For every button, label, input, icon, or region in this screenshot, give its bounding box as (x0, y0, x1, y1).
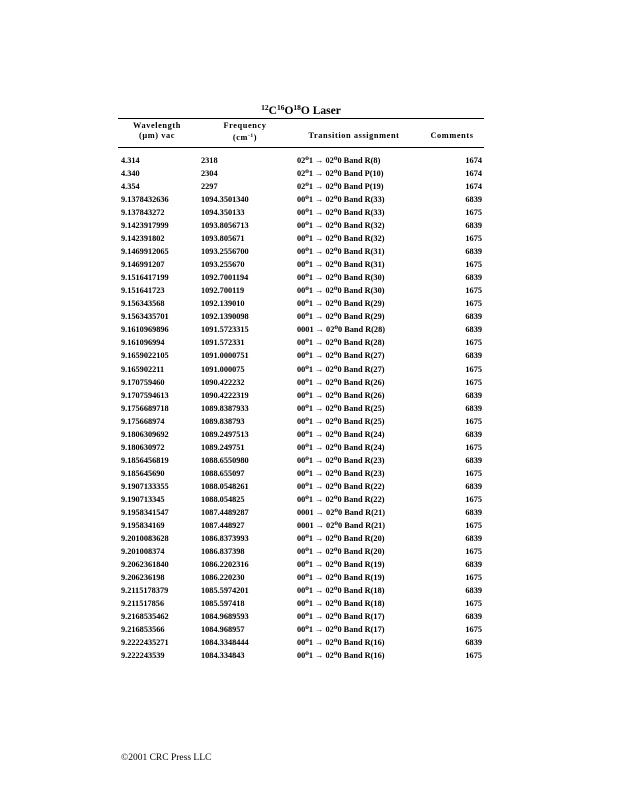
table-row (0, 206, 617, 219)
header-wavelength-line2: (µm) vac (138, 131, 176, 140)
table-row (0, 349, 617, 362)
table-row (0, 597, 617, 610)
cell-frequency: 1090.4222319 (201, 390, 249, 400)
cell-transition: 00⁰1 → 02⁰0 Band R(26) (297, 377, 385, 387)
cell-frequency: 1092.1390098 (201, 312, 249, 322)
cell-frequency: 1093.8056713 (201, 221, 249, 231)
cell-comment: 6839 (465, 247, 482, 257)
header-bottom-rule (118, 147, 484, 148)
cell-wavelength: 9.142391802 (121, 234, 165, 244)
cell-transition: 00⁰1 → 02⁰0 Band R(25) (297, 416, 385, 426)
cell-wavelength: 9.1659022105 (121, 351, 169, 361)
cell-comment: 1674 (465, 156, 482, 165)
cell-transition: 00⁰1 → 02⁰0 Band R(31) (297, 260, 385, 270)
cell-comment: 1675 (465, 625, 482, 635)
cell-comment: 1675 (465, 364, 482, 374)
cell-frequency: 1088.054825 (201, 494, 245, 504)
table-row (0, 167, 617, 180)
table-row (0, 428, 617, 441)
table-row (0, 454, 617, 467)
cell-comment: 6839 (465, 533, 482, 543)
cell-frequency: 1088.6550980 (201, 455, 249, 465)
cell-wavelength: 9.222243539 (121, 651, 165, 661)
cell-frequency: 1092.700119 (201, 286, 245, 296)
cell-wavelength: 9.211517856 (121, 599, 165, 609)
table-row (0, 193, 617, 206)
cell-comment: 1675 (465, 520, 482, 530)
table-row (0, 545, 617, 558)
title-mass-c: 12 (261, 103, 269, 112)
cell-transition: 00⁰1 → 02⁰0 Band R(24) (297, 429, 385, 439)
table-row (0, 180, 617, 193)
cell-transition: 00⁰1 → 02⁰0 Band R(33) (297, 208, 385, 218)
cell-wavelength: 9.195834169 (121, 520, 165, 530)
cell-transition: 00⁰1 → 02⁰0 Band R(27) (297, 364, 385, 374)
cell-comment: 1675 (465, 286, 482, 296)
cell-wavelength: 9.165902211 (121, 364, 165, 374)
table-row (0, 415, 617, 428)
cell-frequency: 1091.572331 (201, 338, 245, 348)
table-row (0, 636, 617, 649)
cell-wavelength: 4.340 (121, 169, 140, 179)
cell-frequency: 1088.655097 (201, 468, 245, 478)
cell-frequency: 1084.3348444 (201, 638, 249, 648)
cell-frequency: 1090.422232 (201, 377, 245, 387)
table-row (0, 219, 617, 232)
cell-wavelength: 9.170759460 (121, 377, 165, 387)
header-wavelength-line1: Wavelength (133, 121, 181, 130)
cell-wavelength: 9.1756689718 (121, 403, 169, 413)
cell-wavelength: 9.137843272 (121, 208, 165, 218)
cell-comment: 6839 (465, 612, 482, 622)
table-row (0, 389, 617, 402)
cell-wavelength: 9.156343568 (121, 299, 165, 309)
cell-transition: 00⁰1 → 02⁰0 Band R(20) (297, 533, 385, 543)
cell-wavelength: 9.1378432636 (121, 195, 169, 205)
header-frequency (205, 121, 285, 143)
cell-comment: 6839 (465, 221, 482, 231)
cell-transition: 00⁰1 → 02⁰0 Band R(27) (297, 351, 385, 361)
table-row (0, 310, 617, 323)
cell-wavelength: 9.1610969896 (121, 325, 169, 335)
cell-comment: 6839 (465, 559, 482, 569)
cell-wavelength: 9.1958341547 (121, 507, 169, 517)
cell-comment: 6839 (465, 325, 482, 335)
cell-wavelength: 9.2222435271 (121, 638, 169, 648)
cell-wavelength: 9.1423917999 (121, 221, 169, 231)
cell-transition: 00⁰1 → 02⁰0 Band R(22) (297, 494, 385, 504)
title-element-o: O (284, 105, 294, 117)
header-frequency-line1: Frequency (223, 121, 267, 130)
cell-frequency: 1093.2556700 (201, 247, 249, 257)
table-row (0, 376, 617, 389)
cell-transition: 00⁰1 → 02⁰0 Band R(16) (297, 651, 385, 661)
cell-transition: 00⁰1 → 02⁰0 Band R(25) (297, 403, 385, 413)
cell-frequency: 1086.2202316 (201, 559, 249, 569)
cell-wavelength: 9.1856456819 (121, 455, 169, 465)
cell-transition: 02⁰1 → 02⁰0 Band R(8) (297, 156, 381, 165)
cell-transition: 00⁰1 → 02⁰0 Band R(17) (297, 612, 385, 622)
cell-frequency: 1087.4489287 (201, 507, 249, 517)
cell-frequency: 1089.8387933 (201, 403, 249, 413)
cell-transition: 00⁰1 → 02⁰0 Band R(19) (297, 559, 385, 569)
cell-comment: 6839 (465, 429, 482, 439)
table-row (0, 323, 617, 336)
cell-transition: 00⁰1 → 02⁰0 Band R(23) (297, 455, 385, 465)
cell-wavelength: 9.190713345 (121, 494, 165, 504)
table-row (0, 467, 617, 480)
title-element-c: C (268, 105, 277, 117)
cell-frequency: 1091.5723315 (201, 325, 249, 335)
cell-comment: 1674 (465, 169, 482, 179)
cell-transition: 00⁰1 → 02⁰0 Band R(22) (297, 481, 385, 491)
cell-wavelength: 9.185645690 (121, 468, 165, 478)
table-row (0, 154, 617, 167)
header-wavelength (118, 121, 196, 141)
cell-comment: 6839 (465, 312, 482, 322)
table-row (0, 284, 617, 297)
cell-transition: 0001 → 02⁰0 Band R(21) (297, 520, 385, 530)
cell-transition: 00⁰1 → 02⁰0 Band R(20) (297, 546, 385, 556)
table-row (0, 258, 617, 271)
header-frequency-line2 (205, 131, 285, 143)
table-row (0, 532, 617, 545)
title-mass-o18: 18 (293, 103, 301, 112)
cell-transition: 00⁰1 → 02⁰0 Band R(30) (297, 273, 385, 283)
cell-transition: 00⁰1 → 02⁰0 Band R(17) (297, 625, 385, 635)
table-title (118, 103, 484, 117)
cell-wavelength: 9.161096994 (121, 338, 165, 348)
cell-transition: 00⁰1 → 02⁰0 Band R(23) (297, 468, 385, 478)
cell-wavelength: 9.2010083628 (121, 533, 169, 543)
copyright-footer: ©2001 CRC Press LLC (121, 753, 212, 763)
cell-comment: 1675 (465, 377, 482, 387)
cell-frequency: 1085.5974201 (201, 586, 249, 596)
cell-frequency: 1092.7001194 (201, 273, 249, 283)
cell-comment: 6839 (465, 195, 482, 205)
cell-comment: 1675 (465, 651, 482, 661)
cell-frequency: 1094.350133 (201, 208, 245, 218)
cell-frequency: 1093.805671 (201, 234, 245, 244)
cell-wavelength: 9.1907133355 (121, 481, 169, 491)
cell-frequency: 1091.000075 (201, 364, 245, 374)
cell-wavelength: 4.314 (121, 156, 140, 165)
cell-frequency: 1091.0000751 (201, 351, 249, 361)
cell-comment: 1675 (465, 416, 482, 426)
cell-comment: 6839 (465, 481, 482, 491)
table-row (0, 519, 617, 532)
cell-transition: 00⁰1 → 02⁰0 Band R(32) (297, 221, 385, 231)
cell-comment: 6839 (465, 455, 482, 465)
cell-frequency: 1088.0548261 (201, 481, 249, 491)
cell-transition: 00⁰1 → 02⁰0 Band R(33) (297, 195, 385, 205)
cell-wavelength: 9.1516417199 (121, 273, 169, 283)
cell-wavelength: 9.1806309692 (121, 429, 169, 439)
title-element-o-laser: O Laser (300, 105, 341, 117)
table-row (0, 297, 617, 310)
cell-comment: 6839 (465, 403, 482, 413)
header-frequency-unit-sup: -1 (248, 133, 254, 139)
cell-comment: 1675 (465, 599, 482, 609)
cell-frequency: 2304 (201, 169, 218, 179)
cell-wavelength: 9.2168535462 (121, 612, 169, 622)
cell-comment: 6839 (465, 351, 482, 361)
cell-transition: 00⁰1 → 02⁰0 Band R(26) (297, 390, 385, 400)
cell-frequency: 1085.597418 (201, 599, 245, 609)
cell-comment: 1675 (465, 338, 482, 348)
cell-transition: 00⁰1 → 02⁰0 Band R(24) (297, 442, 385, 452)
cell-comment: 6839 (465, 507, 482, 517)
header-frequency-unit-post: ) (253, 133, 258, 142)
table-row (0, 623, 617, 636)
cell-comment: 1675 (465, 260, 482, 270)
header-transition: Transition assignment (308, 131, 400, 140)
cell-transition: 0001 → 02⁰0 Band R(21) (297, 507, 385, 517)
cell-transition: 02⁰1 → 02⁰0 Band P(10) (297, 169, 384, 179)
cell-frequency: 2297 (201, 182, 218, 192)
table-row (0, 649, 617, 662)
cell-comment: 6839 (465, 638, 482, 648)
cell-transition: 00⁰1 → 02⁰0 Band R(31) (297, 247, 385, 257)
cell-frequency: 1089.2497513 (201, 429, 249, 439)
table-row (0, 441, 617, 454)
header-top-rule (118, 118, 484, 119)
cell-frequency: 1084.334843 (201, 651, 245, 661)
cell-comment: 6839 (465, 273, 482, 283)
cell-transition: 00⁰1 → 02⁰0 Band R(30) (297, 286, 385, 296)
table-row (0, 584, 617, 597)
cell-frequency: 1087.448927 (201, 520, 245, 530)
cell-wavelength: 9.216853566 (121, 625, 165, 635)
table-row (0, 610, 617, 623)
cell-wavelength: 9.1707594613 (121, 390, 169, 400)
cell-wavelength: 9.201008374 (121, 546, 165, 556)
table-row (0, 363, 617, 376)
table-row (0, 506, 617, 519)
cell-frequency: 2318 (201, 156, 218, 165)
table-row (0, 571, 617, 584)
cell-transition: 00⁰1 → 02⁰0 Band R(19) (297, 573, 385, 582)
table-row (0, 245, 617, 258)
cell-transition: 00⁰1 → 02⁰0 Band R(16) (297, 638, 385, 648)
header-frequency-unit-pre: (cm (232, 133, 248, 142)
cell-frequency: 1089.249751 (201, 442, 245, 452)
table-row (0, 271, 617, 284)
cell-comment: 1675 (465, 442, 482, 452)
cell-wavelength: 9.175668974 (121, 416, 165, 426)
cell-comment: 1675 (465, 494, 482, 504)
cell-frequency: 1092.139010 (201, 299, 245, 309)
cell-wavelength: 4.354 (121, 182, 140, 192)
table-row (0, 232, 617, 245)
cell-transition: 00⁰1 → 02⁰0 Band R(18) (297, 599, 385, 609)
cell-wavelength: 9.151641723 (121, 286, 165, 296)
header-comments: Comments (430, 131, 474, 140)
cell-wavelength: 9.1469912065 (121, 247, 169, 257)
title-mass-o16: 16 (276, 103, 285, 112)
cell-frequency: 1084.968957 (201, 625, 245, 635)
cell-comment: 1675 (465, 573, 482, 582)
cell-transition: 00⁰1 → 02⁰0 Band R(32) (297, 234, 385, 244)
cell-frequency: 1093.255670 (201, 260, 245, 270)
cell-wavelength: 9.146991207 (121, 260, 165, 270)
cell-wavelength: 9.2062361840 (121, 559, 169, 569)
cell-transition: 00⁰1 → 02⁰0 Band R(29) (297, 312, 385, 322)
cell-comment: 6839 (465, 586, 482, 596)
cell-frequency: 1086.837398 (201, 546, 245, 556)
cell-wavelength: 9.2115178379 (121, 586, 169, 596)
cell-transition: 0001 → 02⁰0 Band R(28) (297, 325, 385, 335)
cell-comment: 6839 (465, 390, 482, 400)
cell-transition: 00⁰1 → 02⁰0 Band R(18) (297, 586, 385, 596)
table-row (0, 558, 617, 571)
table-row (0, 480, 617, 493)
cell-comment: 1675 (465, 208, 482, 218)
cell-wavelength: 9.1563435701 (121, 312, 169, 322)
cell-transition: 02⁰1 → 02⁰0 Band P(19) (297, 182, 384, 192)
cell-frequency: 1089.838793 (201, 416, 245, 426)
cell-comment: 1674 (465, 182, 482, 192)
cell-comment: 1675 (465, 546, 482, 556)
cell-frequency: 1094.3501340 (201, 195, 249, 205)
cell-frequency: 1084.9689593 (201, 612, 249, 622)
cell-transition: 00⁰1 → 02⁰0 Band R(29) (297, 299, 385, 309)
cell-wavelength: 9.180630972 (121, 442, 165, 452)
table-row (0, 402, 617, 415)
cell-comment: 1675 (465, 299, 482, 309)
table-body (0, 154, 617, 662)
cell-wavelength: 9.206236198 (121, 573, 165, 582)
cell-frequency: 1086.220230 (201, 573, 245, 582)
table-row (0, 336, 617, 349)
cell-frequency: 1086.8373993 (201, 533, 249, 543)
cell-transition: 00⁰1 → 02⁰0 Band R(28) (297, 338, 385, 348)
table-row (0, 493, 617, 506)
cell-comment: 1675 (465, 468, 482, 478)
cell-comment: 1675 (465, 234, 482, 244)
